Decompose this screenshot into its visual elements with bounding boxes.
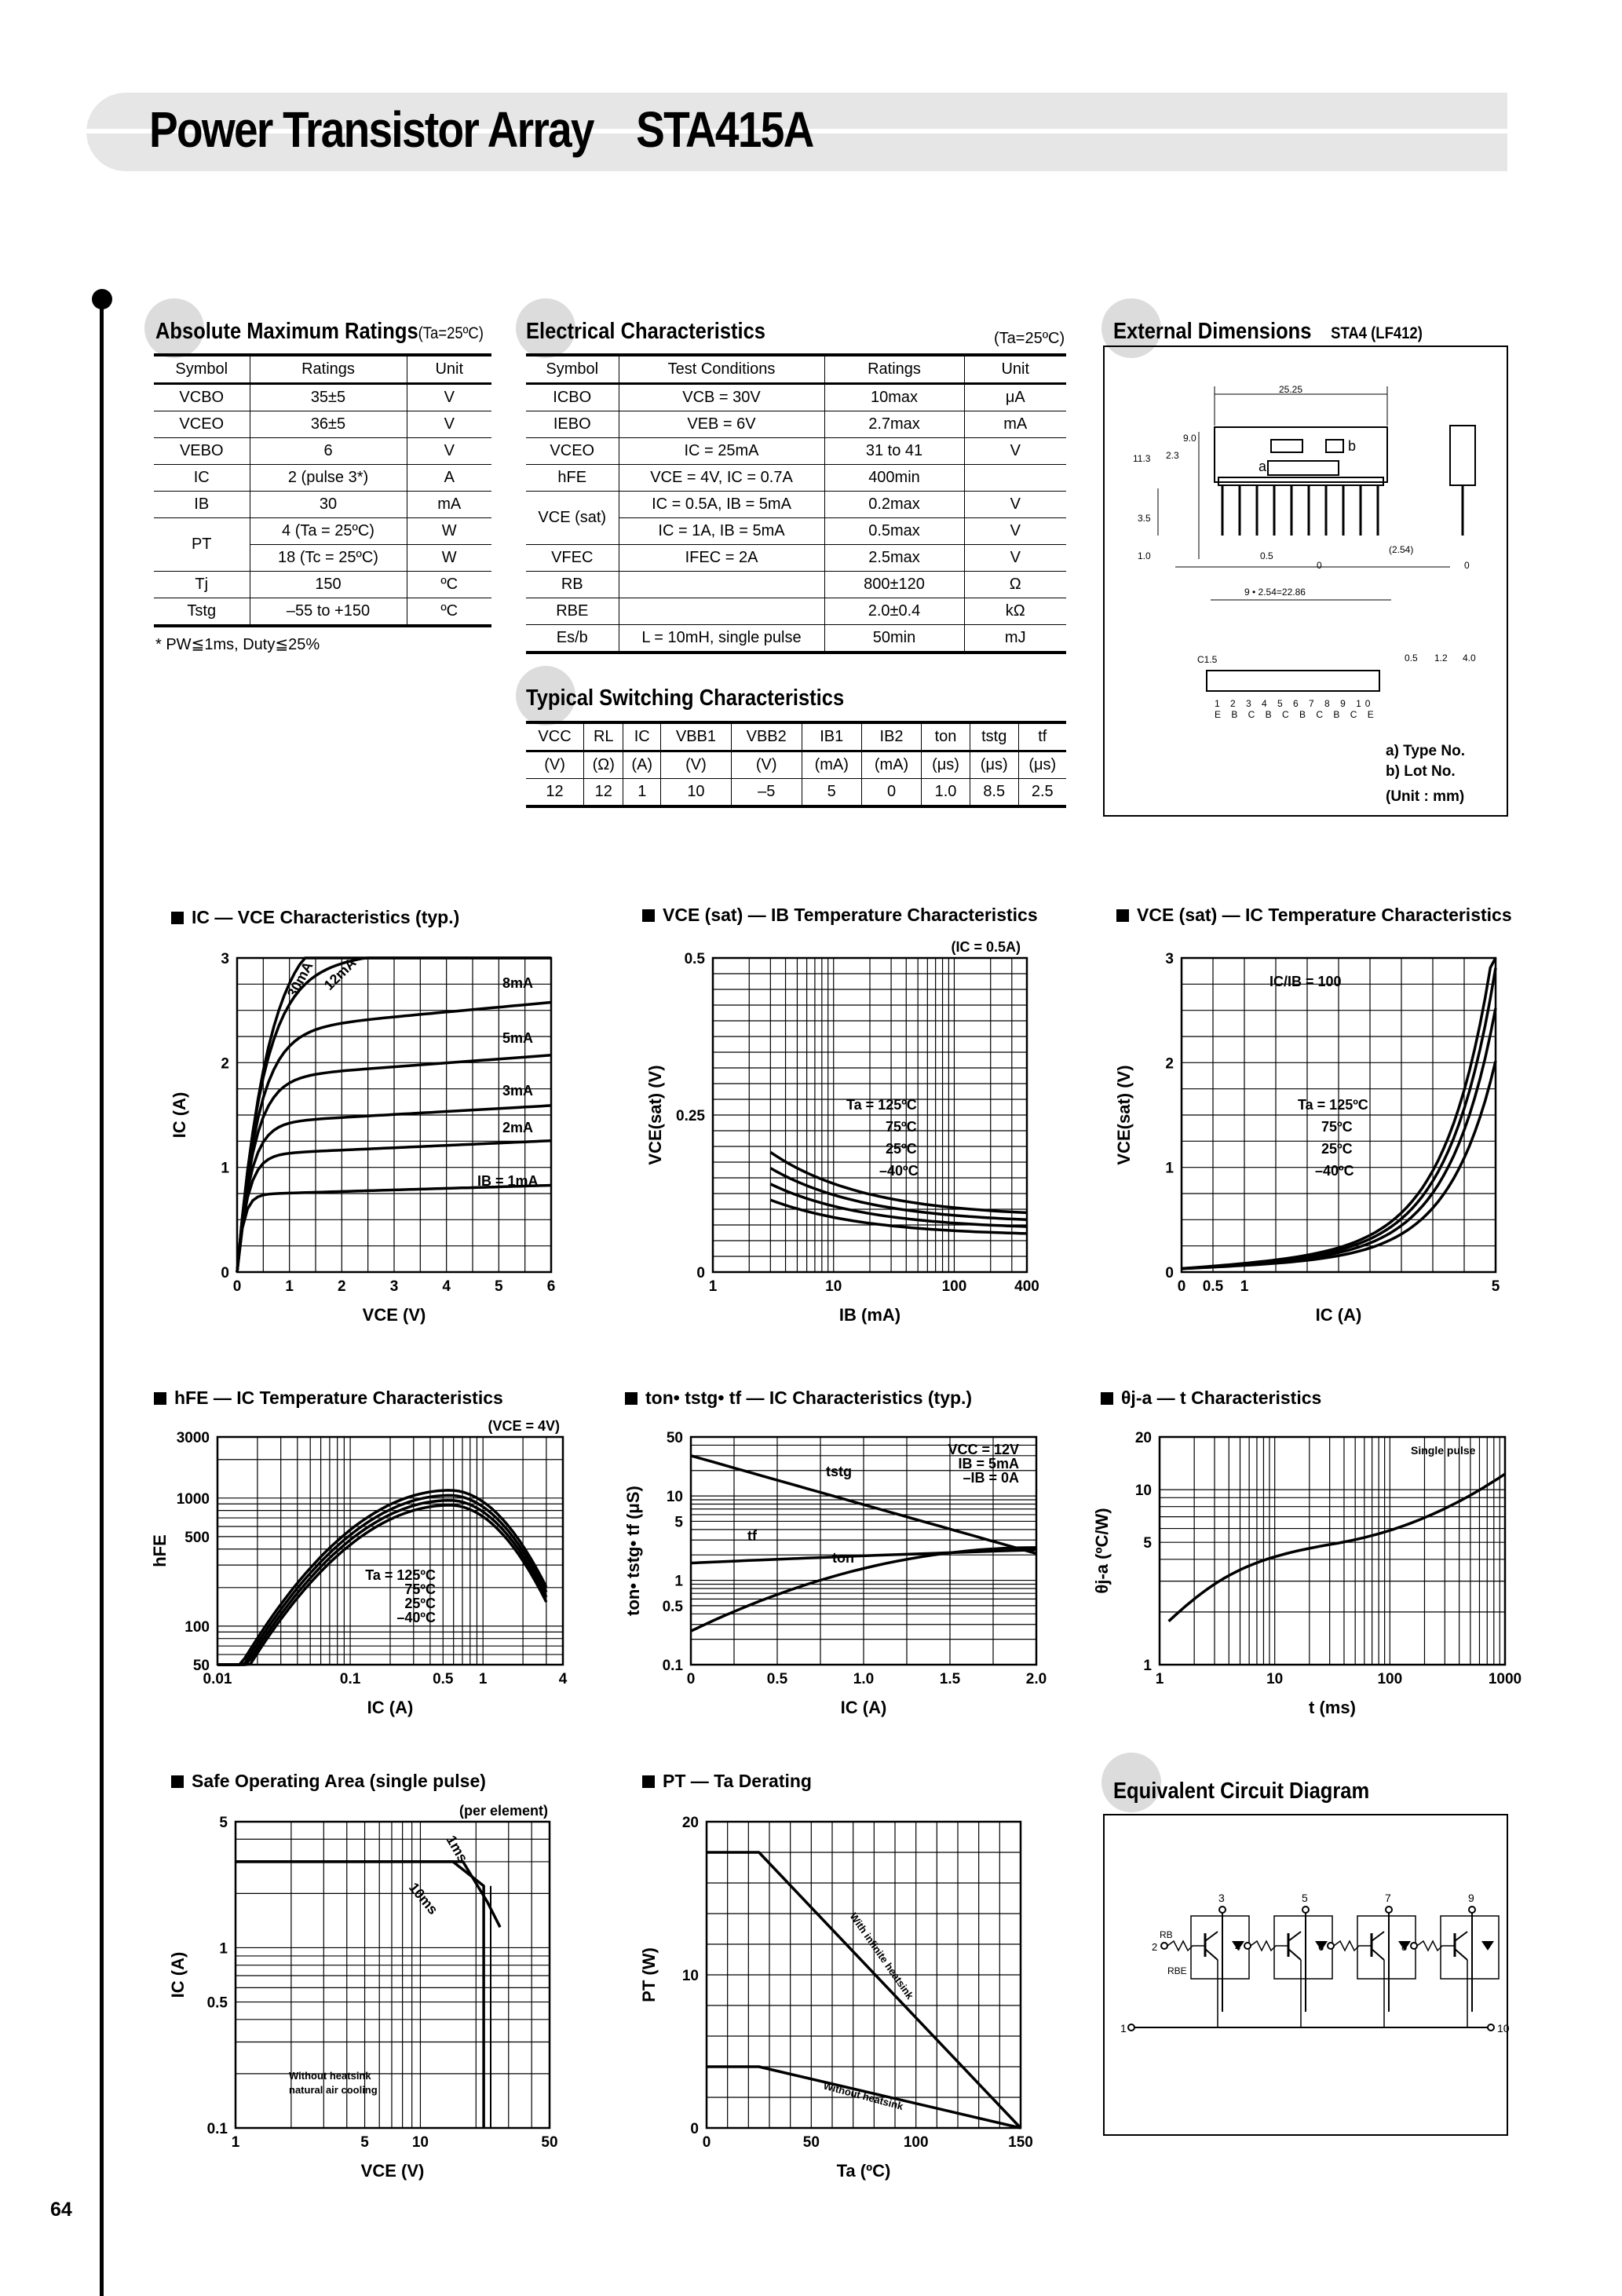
y-axis-label: ton• tstg• tf (μS) bbox=[623, 1486, 643, 1616]
ic-vce-chart bbox=[170, 927, 565, 1325]
x-tick-label: 150 bbox=[1008, 2134, 1033, 2151]
chart-annotation: natural air cooling bbox=[289, 2084, 378, 2096]
base-resistor bbox=[1334, 1941, 1372, 1951]
chart-annotation: Ta = 125ºC bbox=[846, 1097, 917, 1113]
chart4-title: hFE — IC Temperature Characteristics bbox=[154, 1387, 503, 1409]
y-tick-label: 5 bbox=[219, 1815, 228, 1831]
curve-infinite-heatsink bbox=[707, 1852, 1021, 2128]
y-tick-label: 0 bbox=[221, 1265, 229, 1281]
chart-annotation: 25ºC bbox=[404, 1596, 436, 1611]
y-tick-label: 0.25 bbox=[676, 1108, 705, 1124]
svg-text:4.0: 4.0 bbox=[1463, 653, 1476, 664]
y-tick-label: 0 bbox=[696, 1265, 705, 1281]
x-tick-label: 10 bbox=[1266, 1671, 1284, 1687]
y-tick-label: 1 bbox=[674, 1573, 683, 1590]
chart-annotation: Ta = 125ºC bbox=[365, 1567, 436, 1583]
x-tick-label: 0 bbox=[686, 1671, 696, 1687]
base-resistor bbox=[1167, 1941, 1205, 1951]
y-tick-label: 0.1 bbox=[662, 1658, 683, 1674]
svg-text:b: b bbox=[1348, 438, 1357, 454]
transistor-lead bbox=[1205, 1949, 1218, 1960]
y-tick-label: 1 bbox=[219, 1940, 228, 1958]
transistor-cell bbox=[1441, 1916, 1499, 1979]
x-tick-label: 2 bbox=[338, 1278, 346, 1295]
vcesat-ic-chart bbox=[1114, 927, 1511, 1325]
terminal bbox=[1469, 1907, 1475, 1913]
terminal bbox=[1328, 1943, 1334, 1949]
x-tick-label: 1 bbox=[1155, 1671, 1164, 1687]
x-tick-label: 1000 bbox=[1488, 1671, 1522, 1687]
curve-temp-3 bbox=[217, 1505, 546, 1665]
chart7-title: Safe Operating Area (single pulse) bbox=[171, 1771, 486, 1792]
y-axis-label: VCE(sat) (V) bbox=[1114, 1065, 1134, 1165]
abs-max-note: * PW≦1ms, Duty≦25% bbox=[155, 636, 320, 653]
y-tick-label: 20 bbox=[1134, 1430, 1152, 1446]
svg-text:1.0: 1.0 bbox=[1138, 550, 1151, 561]
transistor-lead bbox=[1372, 1949, 1384, 1960]
pin-numbers: 1 2 3 4 5 6 7 8 9 10 bbox=[1215, 698, 1375, 709]
chart-annotation: (IC = 0.5A) bbox=[951, 939, 1021, 955]
switching-time-chart bbox=[620, 1406, 1047, 1720]
y-tick-label: 0.1 bbox=[206, 2121, 228, 2137]
abs-max-title: Absolute Maximum Ratings(Ta=25ºC) bbox=[155, 319, 484, 344]
x-tick-label: 10 bbox=[825, 1278, 842, 1295]
x-axis-label: VCE (V) bbox=[362, 1305, 426, 1325]
hfe-ic-chart bbox=[150, 1406, 569, 1720]
ext-dim-box bbox=[1103, 345, 1508, 817]
chart-annotation: –40ºC bbox=[1315, 1163, 1354, 1179]
svg-text:C1.5: C1.5 bbox=[1197, 654, 1218, 665]
pin-label: 1 bbox=[1120, 2022, 1127, 2035]
curve-thermal bbox=[1169, 1474, 1505, 1621]
svg-text:1.2: 1.2 bbox=[1434, 653, 1448, 664]
pin-label: 8 bbox=[1401, 1941, 1408, 1953]
x-tick-label: 0.5 bbox=[433, 1671, 454, 1687]
chart-annotation: VCC = 12V bbox=[948, 1442, 1019, 1457]
pin-letters: E B C B C B C B C E bbox=[1215, 709, 1378, 720]
chart8-title: PT — Ta Derating bbox=[642, 1771, 812, 1792]
x-tick-label: 6 bbox=[546, 1278, 556, 1295]
x-tick-label: 1 bbox=[1240, 1278, 1249, 1295]
svg-text:0.5: 0.5 bbox=[1405, 653, 1418, 664]
chart-annotation: –IB = 0A bbox=[963, 1470, 1019, 1486]
chart5-title: ton• tstg• tf — IC Characteristics (typ.) bbox=[625, 1387, 972, 1409]
y-tick-label: 1 bbox=[1143, 1658, 1152, 1674]
x-tick-label: 0 bbox=[702, 2134, 711, 2151]
chart3-title: VCE (sat) — IC Temperature Characteristics bbox=[1116, 905, 1512, 926]
thermal-chart bbox=[1092, 1406, 1522, 1720]
x-tick-label: 0.01 bbox=[203, 1671, 232, 1687]
y-tick-label: 0.5 bbox=[662, 1598, 683, 1615]
chart-annotation: 75ºC bbox=[404, 1581, 436, 1597]
x-axis-label: IC (A) bbox=[840, 1698, 887, 1717]
y-tick-label: 1 bbox=[1165, 1160, 1174, 1177]
terminal bbox=[1161, 1943, 1167, 1949]
diode bbox=[1481, 1941, 1494, 1951]
x-axis-label: VCE (V) bbox=[360, 2161, 425, 2181]
legend-type: a) Type No. bbox=[1386, 743, 1465, 759]
y-tick-label: 10 bbox=[681, 1968, 699, 1984]
chart-annotation: 1ms bbox=[443, 1833, 471, 1866]
x-axis-label: IC (A) bbox=[1315, 1305, 1362, 1325]
margin-rule bbox=[100, 300, 104, 2296]
chart-annotation: With infinite heatsink bbox=[847, 1910, 916, 2002]
chart-annotation: 10ms bbox=[405, 1879, 441, 1918]
y-tick-label: 0 bbox=[690, 2121, 699, 2137]
chart-annotation: 12mA bbox=[320, 955, 360, 993]
chart-annotation: Without heatsink bbox=[289, 2070, 371, 2082]
x-tick-label: 3 bbox=[389, 1278, 399, 1295]
dim-width: 25.25 bbox=[1279, 384, 1303, 395]
x-tick-label: 100 bbox=[1377, 1671, 1403, 1687]
svg-text:9.0: 9.0 bbox=[1183, 433, 1196, 444]
legend-unit: (Unit : mm) bbox=[1386, 788, 1465, 805]
ext-title: External Dimensions STA4 (LF412) bbox=[1113, 319, 1423, 344]
terminal bbox=[1302, 1907, 1309, 1913]
y-tick-label: 100 bbox=[184, 1618, 210, 1636]
pin-label: 7 bbox=[1385, 1892, 1391, 1904]
elec-cond: (Ta=25ºC) bbox=[994, 330, 1065, 347]
x-tick-label: 4 bbox=[442, 1278, 451, 1295]
chart6-title: θj-a — t Characteristics bbox=[1101, 1387, 1321, 1409]
x-tick-label: 2.0 bbox=[1025, 1671, 1047, 1687]
elec-title: Electrical Characteristics bbox=[526, 319, 766, 344]
x-tick-label: 100 bbox=[941, 1278, 967, 1295]
terminal bbox=[1128, 2024, 1134, 2031]
transistor-lead bbox=[1455, 1949, 1467, 1960]
x-tick-label: 1 bbox=[708, 1278, 718, 1295]
y-axis-label: PT (W) bbox=[639, 1947, 659, 2002]
terminal bbox=[1386, 1907, 1392, 1913]
pin-label: 5 bbox=[1302, 1892, 1308, 1904]
switching-table: VCC RL IC VBB1 VBB2 IB1 IB2 ton tstg tf (V) (Ω) (A) (V) (V) (mA) (mA) (μs) (μs) (μs) 12 12 1 10 –5 5 0 1.0 8.5 2.5 bbox=[526, 721, 1066, 808]
package-pins bbox=[1222, 485, 1463, 536]
svg-text:11.3: 11.3 bbox=[1133, 453, 1151, 464]
y-tick-label: 1000 bbox=[176, 1490, 210, 1508]
chart-annotation: tstg bbox=[826, 1464, 852, 1479]
chart-annotation: 8mA bbox=[502, 975, 534, 991]
chart-annotation: 25ºC bbox=[886, 1141, 917, 1157]
page-number: 64 bbox=[50, 2199, 72, 2221]
circuit-title: Equivalent Circuit Diagram bbox=[1113, 1779, 1370, 1804]
svg-text:2.3: 2.3 bbox=[1166, 450, 1179, 461]
chart-annotation: 3mA bbox=[502, 1083, 534, 1099]
chart-annotation: –40ºC bbox=[396, 1610, 436, 1625]
plot-frame bbox=[1160, 1437, 1505, 1665]
y-tick-label: 3000 bbox=[176, 1430, 210, 1446]
x-tick-label: 5 bbox=[1491, 1278, 1500, 1295]
transistor-lead bbox=[1288, 1932, 1301, 1941]
terminal bbox=[1244, 1943, 1251, 1949]
y-tick-label: 10 bbox=[1134, 1483, 1152, 1500]
y-tick-label: 3 bbox=[221, 951, 229, 967]
x-tick-label: 400 bbox=[1014, 1278, 1039, 1295]
terminal bbox=[1219, 1907, 1226, 1913]
x-tick-label: 0 bbox=[232, 1278, 242, 1295]
chart-annotation: IC/IB = 100 bbox=[1269, 974, 1342, 989]
chart-annotation: Ta = 125ºC bbox=[1298, 1097, 1368, 1113]
y-tick-label: 50 bbox=[666, 1430, 683, 1446]
x-tick-label: 1.5 bbox=[939, 1671, 961, 1687]
y-tick-label: 1 bbox=[221, 1160, 229, 1177]
rbe-label: RBE bbox=[1167, 1965, 1187, 1976]
rb-label: RB bbox=[1160, 1929, 1173, 1940]
pin-label: 2 bbox=[1152, 1941, 1158, 1953]
y-tick-label: 0.5 bbox=[206, 1994, 228, 2012]
pin-label: 10 bbox=[1497, 2022, 1510, 2035]
x-tick-label: 1 bbox=[478, 1671, 488, 1687]
transistor-lead bbox=[1288, 1949, 1301, 1960]
chart-annotation: Single pulse bbox=[1411, 1444, 1476, 1457]
abs-max-table: Symbol Ratings Unit VCBO 35±5 V VCEO 36±5 V VEBO 6 V IC 2 (pulse 3*) A IB 30 mA PT 4 (Ta = 25ºC) W 18 (Tc = 25ºC) W Tj 150 ºC Tstg –55 to +150 ºC bbox=[154, 353, 491, 627]
x-tick-label: 5 bbox=[495, 1278, 503, 1295]
curve-temp-0 bbox=[770, 1152, 1027, 1212]
x-tick-label: 100 bbox=[903, 2134, 929, 2151]
svg-text:a: a bbox=[1259, 459, 1267, 474]
base-resistor bbox=[1417, 1941, 1455, 1951]
vcesat-ib-chart bbox=[644, 927, 1039, 1325]
transistor-lead bbox=[1455, 1932, 1467, 1941]
chart-annotation: 30mA bbox=[283, 959, 316, 1000]
terminal bbox=[1411, 1943, 1417, 1949]
pin-label: 6 bbox=[1318, 1941, 1324, 1953]
x-tick-label: 1.0 bbox=[853, 1671, 875, 1687]
curve-temp-2 bbox=[770, 1184, 1027, 1227]
x-axis-label: t (ms) bbox=[1309, 1698, 1356, 1717]
soa-chart bbox=[168, 1798, 565, 2181]
chart-annotation: IB = 5mA bbox=[958, 1456, 1019, 1472]
y-tick-label: 2 bbox=[221, 1055, 229, 1073]
transistor-lead bbox=[1372, 1932, 1384, 1941]
y-tick-label: 50 bbox=[192, 1658, 210, 1674]
x-tick-label: 1 bbox=[231, 2134, 240, 2151]
y-axis-label: hFE bbox=[150, 1534, 170, 1567]
x-tick-label: 0.5 bbox=[1202, 1278, 1224, 1295]
chart-annotation: 75ºC bbox=[1321, 1119, 1353, 1135]
dim-pitch: 9 • 2.54=22.86 bbox=[1244, 587, 1306, 598]
x-tick-label: 0.1 bbox=[339, 1671, 361, 1687]
base-resistor bbox=[1251, 1941, 1288, 1951]
chart-annotation: 5mA bbox=[502, 1030, 534, 1046]
x-axis-label: IB (mA) bbox=[838, 1305, 901, 1325]
y-tick-label: 500 bbox=[184, 1529, 210, 1546]
curve-1ms bbox=[236, 1862, 500, 1927]
x-tick-label: 0.5 bbox=[766, 1671, 788, 1687]
x-axis-label: IC (A) bbox=[367, 1698, 414, 1717]
x-axis-label: Ta (ºC) bbox=[836, 2161, 891, 2181]
y-tick-label: 5 bbox=[674, 1514, 683, 1531]
svg-text:(2.54): (2.54) bbox=[1389, 544, 1414, 555]
y-tick-label: 20 bbox=[681, 1815, 699, 1831]
derating-chart bbox=[639, 1798, 1036, 2181]
chart-annotation: IB = 1mA bbox=[477, 1173, 539, 1189]
x-tick-label: 50 bbox=[802, 2134, 820, 2151]
svg-text:0: 0 bbox=[1464, 560, 1470, 571]
chart-annotation: 2mA bbox=[502, 1120, 534, 1135]
y-axis-label: IC (A) bbox=[170, 1091, 189, 1139]
equivalent-circuit bbox=[1105, 1815, 1510, 2134]
x-tick-label: 10 bbox=[411, 2134, 429, 2151]
y-axis-label: IC (A) bbox=[168, 1951, 188, 1998]
page-title: Power Transistor Array STA415A bbox=[149, 101, 813, 158]
chart-annotation: 75ºC bbox=[886, 1119, 917, 1135]
y-tick-label: 10 bbox=[666, 1489, 683, 1506]
x-tick-label: 4 bbox=[558, 1671, 568, 1687]
pin-label: 9 bbox=[1468, 1892, 1474, 1904]
y-tick-label: 2 bbox=[1165, 1055, 1174, 1073]
svg-text:0.5: 0.5 bbox=[1260, 550, 1273, 561]
chart-annotation: ton bbox=[832, 1550, 854, 1566]
y-tick-label: 3 bbox=[1165, 951, 1174, 967]
chart-annotation: –40ºC bbox=[879, 1163, 919, 1179]
y-tick-label: 0 bbox=[1165, 1265, 1174, 1281]
chart-annotation: tf bbox=[747, 1528, 757, 1544]
elec-table: Symbol Test Conditions Ratings Unit ICBO VCB = 30V 10max μA IEBO VEB = 6V 2.7max mA VCEO IC = 25mA 31 to 41 V hFE VCE = 4V, IC = 0.7A 400min VCE (sat) IC = 0.5A, IB = 5mA 0.2max V IC = 1A, IB = 5mA 0.5max V VFEC IFEC = 2A 2.5max V RB 800±120 Ω RBE 2.0±0.4 kΩ Es/b L = 10mH, single pulse 50min mJ bbox=[526, 353, 1066, 654]
chart-annotation: Without heatsink bbox=[822, 2079, 905, 2112]
svg-text:3.5: 3.5 bbox=[1138, 513, 1151, 524]
transistor-lead bbox=[1205, 1932, 1218, 1941]
chart-annotation: (VCE = 4V) bbox=[488, 1418, 560, 1434]
circuit-box bbox=[1103, 1814, 1508, 2136]
chart-annotation: (per element) bbox=[458, 1803, 548, 1819]
x-tick-label: 50 bbox=[541, 2134, 558, 2151]
chart2-title: VCE (sat) — IB Temperature Characteristics bbox=[642, 905, 1038, 926]
pin-label: 4 bbox=[1235, 1941, 1241, 1953]
switching-title: Typical Switching Characteristics bbox=[526, 686, 845, 711]
terminal bbox=[1488, 2024, 1494, 2031]
x-tick-label: 1 bbox=[285, 1278, 294, 1295]
y-tick-label: 5 bbox=[1143, 1535, 1152, 1552]
x-tick-label: 0 bbox=[1177, 1278, 1186, 1295]
y-tick-label: 0.5 bbox=[684, 951, 705, 967]
svg-text:0: 0 bbox=[1317, 560, 1322, 571]
plot-frame bbox=[236, 1822, 550, 2128]
chart-annotation: 25ºC bbox=[1321, 1141, 1353, 1157]
chart1-title: IC — VCE Characteristics (typ.) bbox=[171, 907, 459, 928]
x-tick-label: 5 bbox=[360, 2134, 369, 2151]
y-axis-label: VCE(sat) (V) bbox=[645, 1065, 665, 1165]
y-axis-label: θj-a (ºC/W) bbox=[1092, 1508, 1112, 1594]
legend-lot: b) Lot No. bbox=[1386, 763, 1456, 780]
pin-label: 3 bbox=[1218, 1892, 1225, 1904]
